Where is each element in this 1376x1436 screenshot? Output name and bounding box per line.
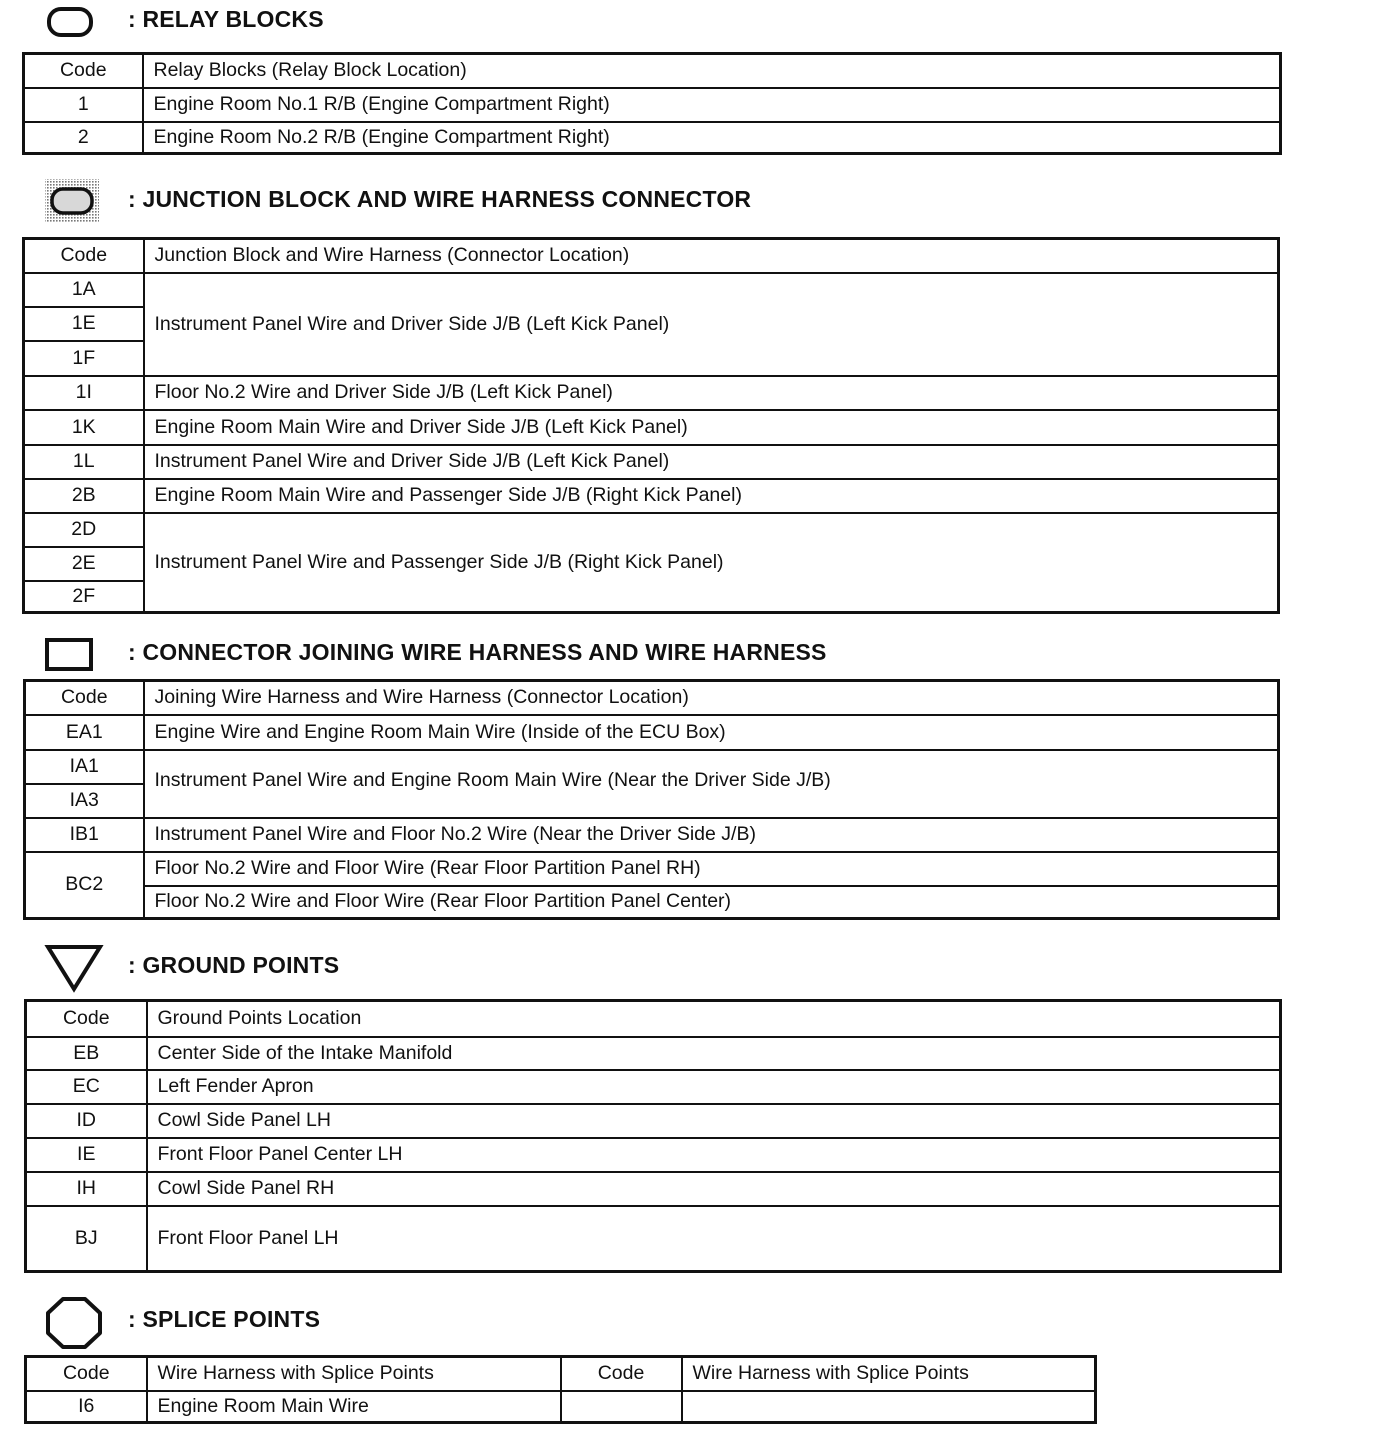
header-desc: Relay Blocks (Relay Block Location): [143, 54, 1281, 88]
row-code: 1F: [24, 341, 144, 376]
row-code: 2D: [24, 513, 144, 547]
header-code: Code: [24, 239, 144, 273]
row-desc: Engine Room Main Wire and Driver Side J/B (Left Kick Panel): [144, 410, 1279, 445]
table-header-row: [25, 681, 1279, 715]
row-code: [561, 1391, 682, 1423]
row-code: EA1: [25, 715, 144, 750]
table-header-row: [24, 239, 1279, 273]
table-row: [26, 1070, 1281, 1104]
table-row: [24, 376, 1279, 410]
row-desc: Front Floor Panel LH: [147, 1206, 1281, 1272]
table-row: [26, 1172, 1281, 1206]
row-code: IE: [26, 1138, 147, 1172]
row-code: IH: [26, 1172, 147, 1206]
row-desc: Floor No.2 Wire and Floor Wire (Rear Floor Partition Panel Center): [144, 886, 1279, 919]
header-code: Code: [561, 1357, 682, 1391]
row-desc: Floor No.2 Wire and Driver Side J/B (Left Kick Panel): [144, 376, 1279, 410]
connector-joining-table: [23, 679, 1280, 920]
table-row: [24, 445, 1279, 479]
table-row: [25, 715, 1279, 750]
row-desc: Cowl Side Panel LH: [147, 1104, 1281, 1138]
row-code: EC: [26, 1070, 147, 1104]
table-row: [24, 513, 1279, 547]
row-code: 1I: [24, 376, 144, 410]
ground-points-table: [24, 999, 1282, 1273]
row-desc: Instrument Panel Wire and Floor No.2 Wire (Near the Driver Side J/B): [144, 818, 1279, 852]
row-desc: Engine Room No.2 R/B (Engine Compartment Right): [143, 122, 1281, 154]
splice-points-table: [24, 1355, 1097, 1424]
row-desc: Instrument Panel Wire and Engine Room Main Wire (Near the Driver Side J/B): [144, 750, 1279, 818]
row-code: 2F: [24, 581, 144, 613]
table-row: [26, 1037, 1281, 1070]
row-code: IA3: [25, 784, 144, 818]
table-row: [25, 750, 1279, 784]
header-desc: Joining Wire Harness and Wire Harness (Connector Location): [144, 681, 1279, 715]
triangle-icon: [44, 943, 104, 993]
row-code: BC2: [25, 852, 144, 919]
row-code: IA1: [25, 750, 144, 784]
connector-joining-title: : CONNECTOR JOINING WIRE HARNESS AND WIRE HARNESS: [128, 639, 827, 665]
row-desc: Engine Room Main Wire: [147, 1391, 561, 1423]
table-row: [24, 410, 1279, 445]
row-code: EB: [26, 1037, 147, 1070]
table-row: [25, 886, 1279, 919]
row-desc: Center Side of the Intake Manifold: [147, 1037, 1281, 1070]
table-row: [26, 1104, 1281, 1138]
header-code: Code: [24, 54, 143, 88]
row-code: 1K: [24, 410, 144, 445]
relay-blocks-title: : RELAY BLOCKS: [128, 6, 324, 32]
table-header-row: [26, 1001, 1281, 1037]
header-desc: Wire Harness with Splice Points: [147, 1357, 561, 1391]
row-desc: [682, 1391, 1096, 1423]
table-row: [24, 88, 1281, 122]
table-header-row: [26, 1357, 1096, 1391]
junction-block-table: [22, 237, 1280, 614]
table-row: [25, 852, 1279, 886]
row-desc: Engine Room Main Wire and Passenger Side J/B (Right Kick Panel): [144, 479, 1279, 513]
row-desc: Instrument Panel Wire and Passenger Side J/B (Right Kick Panel): [144, 513, 1279, 613]
header-desc: Junction Block and Wire Harness (Connector Location): [144, 239, 1279, 273]
rectangle-icon: [44, 637, 94, 673]
header-code: Code: [26, 1357, 147, 1391]
row-code: I6: [26, 1391, 147, 1423]
splice-points-title: : SPLICE POINTS: [128, 1306, 321, 1332]
row-desc: Instrument Panel Wire and Driver Side J/B (Left Kick Panel): [144, 445, 1279, 479]
junction-block-title: : JUNCTION BLOCK AND WIRE HARNESS CONNECTOR: [128, 186, 752, 212]
header-code: Code: [25, 681, 144, 715]
row-code: 2: [24, 122, 143, 154]
row-desc: Front Floor Panel Center LH: [147, 1138, 1281, 1172]
octagon-icon: [44, 1295, 104, 1351]
relay-blocks-table: [22, 52, 1282, 155]
row-code: ID: [26, 1104, 147, 1138]
table-row: [24, 273, 1279, 307]
row-code: IB1: [25, 818, 144, 852]
row-desc: Engine Wire and Engine Room Main Wire (Inside of the ECU Box): [144, 715, 1279, 750]
row-desc: Left Fender Apron: [147, 1070, 1281, 1104]
ground-points-title: : GROUND POINTS: [128, 952, 340, 978]
table-header-row: [24, 54, 1281, 88]
rounded-rectangle-icon: [46, 6, 94, 38]
row-desc: Floor No.2 Wire and Floor Wire (Rear Floor Partition Panel RH): [144, 852, 1279, 886]
row-desc: Cowl Side Panel RH: [147, 1172, 1281, 1206]
table-row: [26, 1138, 1281, 1172]
row-code: 2B: [24, 479, 144, 513]
row-desc: Instrument Panel Wire and Driver Side J/B (Left Kick Panel): [144, 273, 1279, 376]
shaded-rounded-rectangle-icon: [44, 178, 100, 224]
row-code: 1A: [24, 273, 144, 307]
row-code: 2E: [24, 547, 144, 581]
table-row: [24, 479, 1279, 513]
table-row: [25, 818, 1279, 852]
header-desc: Wire Harness with Splice Points: [682, 1357, 1096, 1391]
table-row: [24, 122, 1281, 154]
row-desc: Engine Room No.1 R/B (Engine Compartment Right): [143, 88, 1281, 122]
table-row: [26, 1391, 1096, 1423]
header-desc: Ground Points Location: [147, 1001, 1281, 1037]
row-code: 1E: [24, 307, 144, 341]
row-code: 1L: [24, 445, 144, 479]
header-code: Code: [26, 1001, 147, 1037]
row-code: BJ: [26, 1206, 147, 1272]
row-code: 1: [24, 88, 143, 122]
table-row: [26, 1206, 1281, 1272]
